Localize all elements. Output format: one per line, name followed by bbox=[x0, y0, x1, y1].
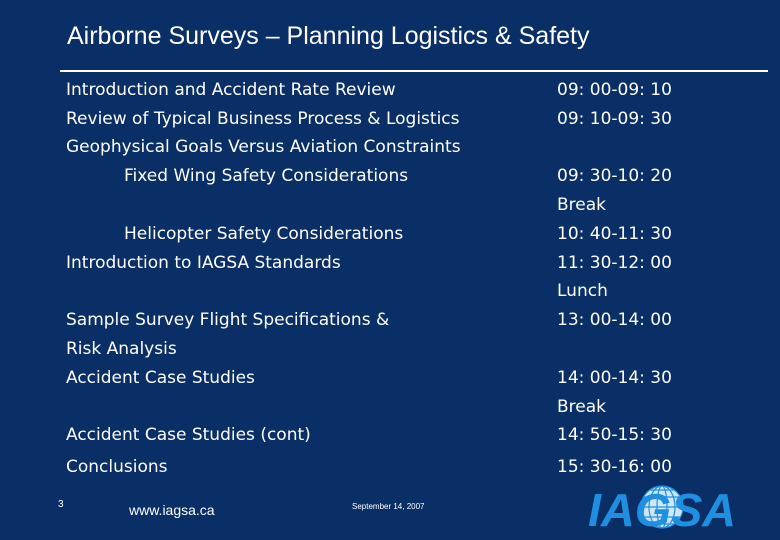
agenda-time: 14: 00-14: 30 bbox=[557, 368, 672, 388]
agenda-item: Fixed Wing Safety Considerations bbox=[124, 166, 409, 186]
iagsa-logo bbox=[586, 484, 738, 530]
agenda-time: 10: 40-11: 30 bbox=[557, 224, 672, 244]
agenda-item: Introduction to IAGSA Standards bbox=[66, 253, 341, 273]
slide-title: Airborne Surveys – Planning Logistics & Safety bbox=[67, 22, 590, 50]
agenda-time: Break bbox=[557, 397, 606, 417]
agenda-item: Review of Typical Business Process & Logistics bbox=[66, 109, 460, 129]
agenda-time: 11: 30-12: 00 bbox=[557, 253, 672, 273]
agenda-item: Helicopter Safety Considerations bbox=[124, 224, 404, 244]
agenda-time: 09: 00-09: 10 bbox=[557, 80, 672, 100]
agenda-item: Sample Survey Flight Specifications & bbox=[66, 310, 390, 330]
agenda-time: Break bbox=[557, 195, 606, 215]
agenda-item: Accident Case Studies (cont) bbox=[66, 425, 311, 445]
agenda-time: 09: 30-10: 20 bbox=[557, 166, 672, 186]
agenda-time: 13: 00-14: 00 bbox=[557, 310, 672, 330]
footer-date: September 14, 2007 bbox=[352, 502, 425, 511]
agenda-item: Geophysical Goals Versus Aviation Constraints bbox=[66, 137, 461, 157]
agenda-time: 14: 50-15: 30 bbox=[557, 425, 672, 445]
agenda-time: 09: 10-09: 30 bbox=[557, 109, 672, 129]
slide-number: 3 bbox=[58, 499, 64, 510]
logo-wordmark: IAGSA bbox=[588, 484, 736, 530]
title-divider bbox=[60, 70, 768, 72]
agenda-time: Lunch bbox=[557, 281, 608, 301]
agenda-time: 15: 30-16: 00 bbox=[557, 457, 672, 477]
agenda-item: Conclusions bbox=[66, 457, 168, 477]
agenda-item: Introduction and Accident Rate Review bbox=[66, 80, 396, 100]
agenda-item: Risk Analysis bbox=[66, 339, 177, 359]
footer-url: www.iagsa.ca bbox=[129, 502, 215, 518]
agenda-item: Accident Case Studies bbox=[66, 368, 255, 388]
